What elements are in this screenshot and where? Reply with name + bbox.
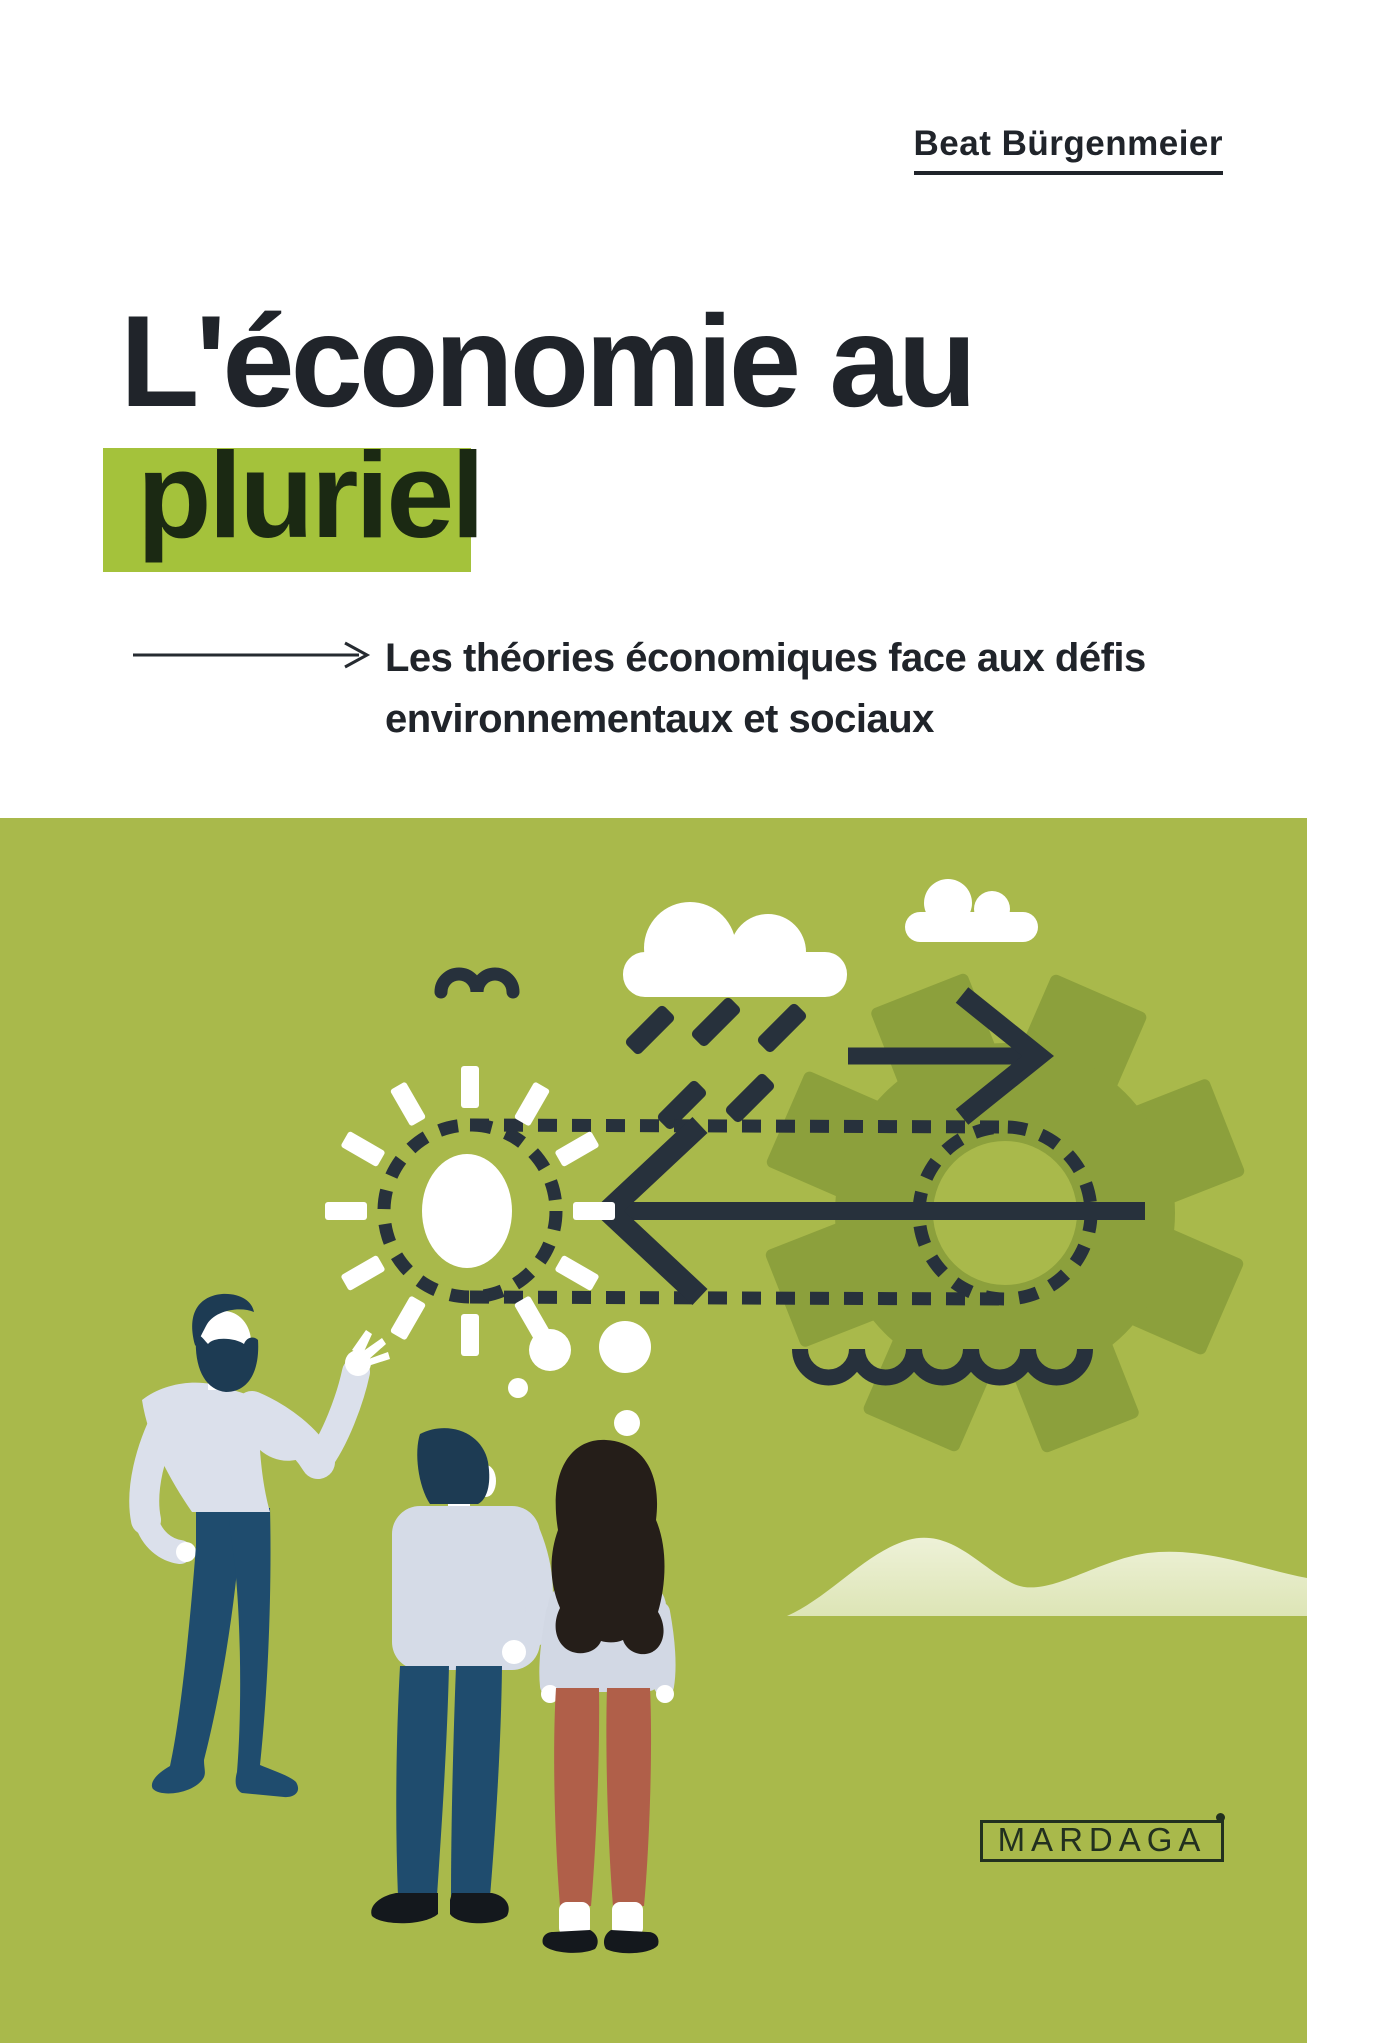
publisher-logo [980,1820,1224,1862]
publisher-name: MARDAGA [997,1821,1207,1858]
book-title: L'économie au [120,288,973,434]
publisher-logo-dot [1216,1813,1225,1822]
subtitle-arrow-icon [133,640,383,670]
title-highlight-text: pluriel [137,427,483,563]
subtitle-line-1: Les théories économiques face aux défis [385,636,1146,680]
subtitle-line-2: environnementaux et sociaux [385,697,934,741]
title-highlight [103,427,483,572]
author-name: Beat Bürgenmeier [914,124,1223,175]
subtitle [385,628,1146,750]
